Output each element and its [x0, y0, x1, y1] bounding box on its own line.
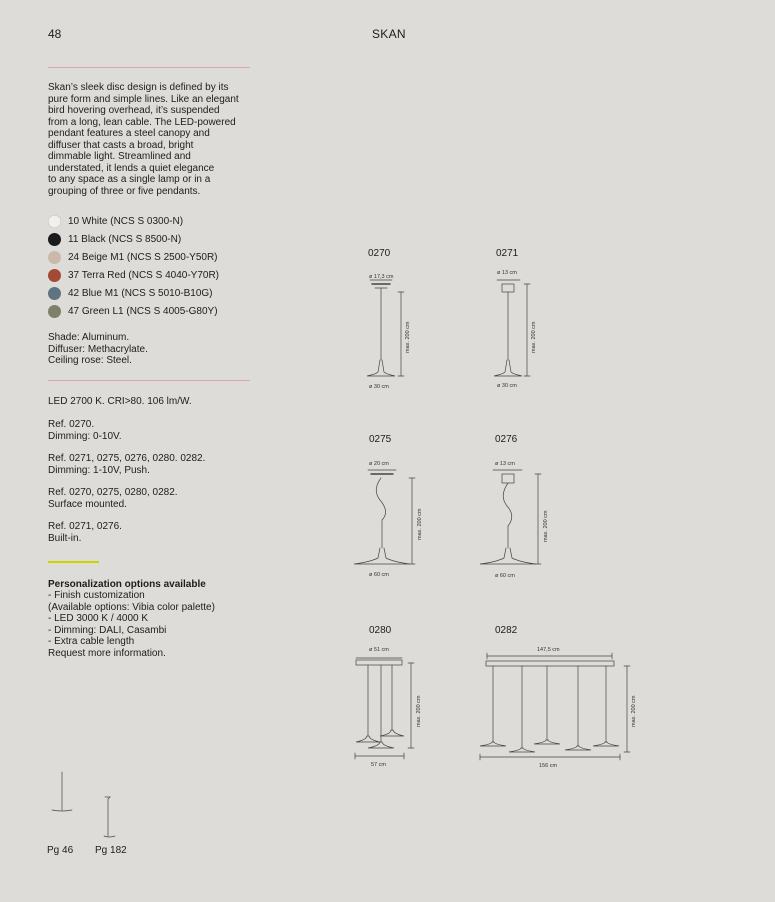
personalization-options: - Finish customization (Available options: Vibia color palette) - LED 3000 K / 4000 K - Dimming: DALI, Casambi - Extra cable length Request more information.	[48, 590, 215, 659]
color-label: 11 Black (NCS S 8500-N)	[68, 233, 182, 245]
dim-0276-height: max. 200 cm	[543, 510, 549, 542]
dim-0276-top: ø 13 cm	[495, 461, 515, 467]
thumbnail-pg182	[104, 797, 115, 837]
spec-led: LED 2700 K. CRI>80. 106 lm/W.	[48, 396, 192, 407]
model-ref-0275: 0275	[369, 434, 392, 445]
page-title: SKAN	[372, 27, 406, 41]
dim-0280-height: max. 200 cm	[416, 695, 422, 727]
dim-0271-bottom: ø 30 cm	[497, 383, 517, 389]
spec-dimming-0270: Ref. 0270. Dimming: 0-10V.	[48, 419, 122, 442]
drawing-0282	[480, 653, 630, 760]
drawing-0276	[480, 470, 541, 564]
dim-0282-top: 147,5 cm	[537, 647, 560, 653]
model-ref-0270: 0270	[368, 248, 391, 259]
model-ref-0271: 0271	[496, 248, 519, 259]
dim-0275-top: ø 20 cm	[369, 461, 389, 467]
spec-surface-mounted: Ref. 0270, 0275, 0280, 0282. Surface mounted.	[48, 487, 178, 510]
spec-built-in: Ref. 0271, 0276. Built-in.	[48, 521, 122, 544]
page-ref-link[interactable]: Pg 182	[95, 845, 127, 856]
drawing-0271	[494, 280, 530, 376]
dim-0275-height: max. 200 cm	[417, 508, 423, 540]
thumbnail-pg46	[52, 772, 72, 811]
dim-0282-height: max. 200 cm	[631, 695, 637, 727]
dim-0276-bottom: ø 60 cm	[495, 573, 515, 579]
dim-0280-top: ø 51 cm	[369, 647, 389, 653]
dim-0271-height: max. 200 cm	[531, 321, 537, 353]
dim-0270-height: max. 200 cm	[405, 321, 411, 353]
dim-0271-top: ø 13 cm	[497, 270, 517, 276]
model-ref-0276: 0276	[495, 434, 518, 445]
dim-0270-top: ø 17,3 cm	[369, 274, 394, 280]
personalization-title: Personalization options available	[48, 579, 206, 590]
dim-0275-bottom: ø 60 cm	[369, 572, 389, 578]
drawing-0280	[355, 658, 414, 759]
drawing-0275	[354, 470, 415, 564]
color-label: 47 Green L1 (NCS S 4005-G80Y)	[68, 305, 218, 317]
color-label: 24 Beige M1 (NCS S 2500-Y50R)	[68, 251, 218, 263]
page-ref-link[interactable]: Pg 46	[47, 845, 74, 856]
drawing-0270	[367, 280, 404, 376]
color-label: 37 Terra Red (NCS S 4040-Y70R)	[68, 269, 219, 281]
model-ref-0280: 0280	[369, 625, 392, 636]
product-description: Skan’s sleek disc design is defined by its pure form and simple lines. Like an elegant bird hovering overhead, it’s suspended from a long, lean cable. The LED-powered pendant features a steel canopy and diffuser that casts a broad, bright dimmable light. Streamlined and understated, it lends a quiet elegance to any space as a single lamp or in a grouping of three or five pendants.	[48, 82, 239, 197]
spec-dimming-other: Ref. 0271, 0275, 0276, 0280. 0282. Dimming: 1-10V, Push.	[48, 453, 206, 476]
materials: Shade: Aluminum. Diffuser: Methacrylate. Ceiling rose: Steel.	[48, 332, 148, 366]
page-number: 48	[48, 27, 62, 41]
color-label: 42 Blue M1 (NCS S 5010-B10G)	[68, 287, 213, 299]
color-label: 10 White (NCS S 0300-N)	[68, 215, 184, 227]
dim-0280-bottom: 57 cm	[371, 762, 386, 768]
dim-0282-bottom: 156 cm	[539, 763, 558, 769]
dim-0270-bottom: ø 30 cm	[369, 384, 389, 390]
model-ref-0282: 0282	[495, 625, 518, 636]
